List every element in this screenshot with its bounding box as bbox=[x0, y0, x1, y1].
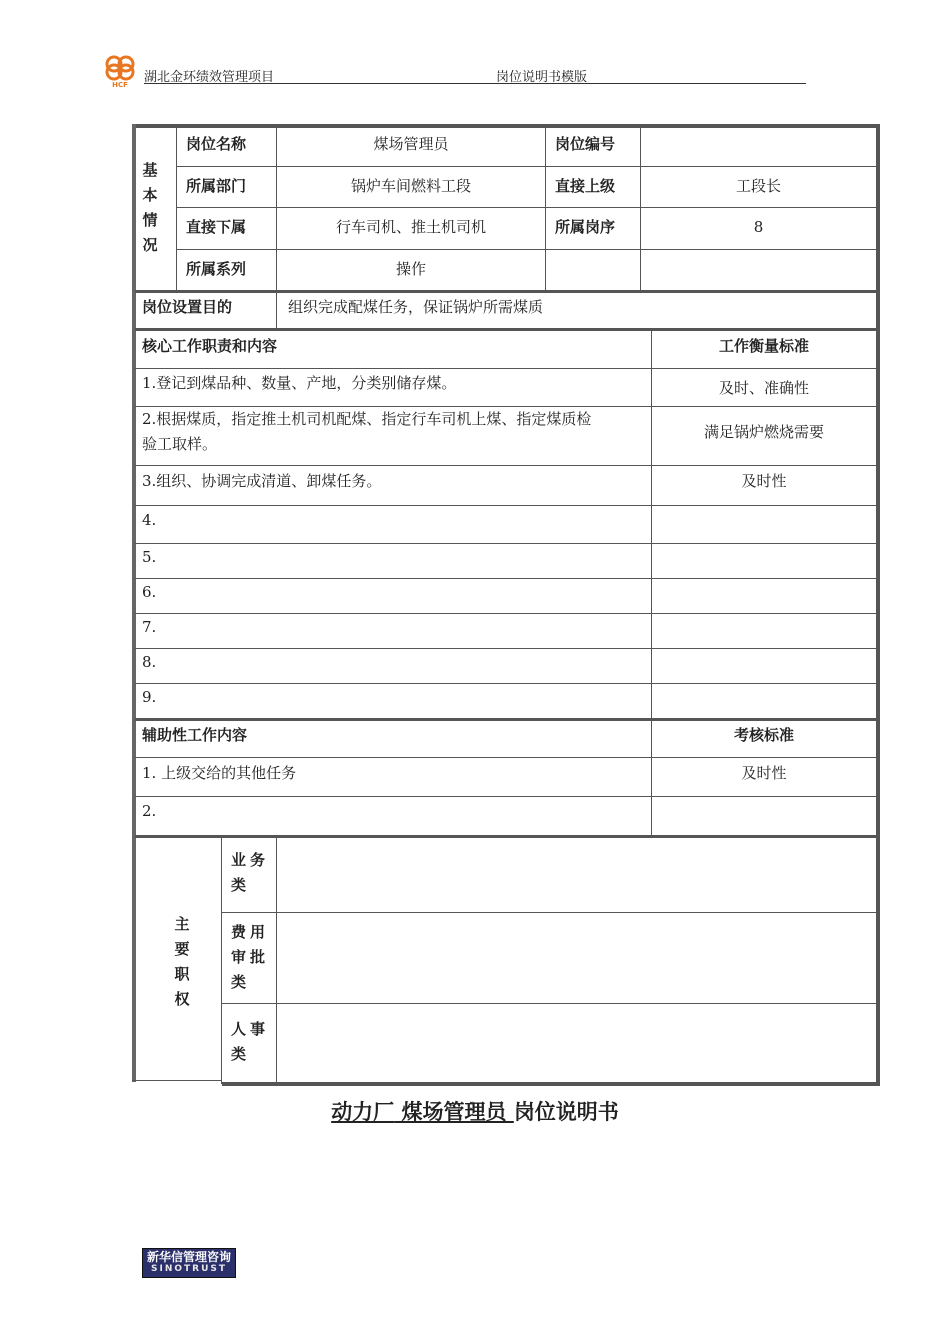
position-code-label: 岗位编号 bbox=[555, 135, 616, 153]
auxiliary-row-2-text: 2. bbox=[142, 802, 157, 820]
grid-line bbox=[222, 1003, 876, 1004]
grid-line bbox=[176, 207, 876, 208]
department-value: 锅炉车间燃料工段 bbox=[350, 177, 471, 195]
grid-line bbox=[132, 1080, 222, 1081]
document-title bbox=[0, 1096, 950, 1126]
core-row-3-standard: 及时性 bbox=[741, 472, 787, 490]
authority-category-expense: 费用审批类 bbox=[231, 923, 270, 991]
core-row-2-text: 2.根据煤质，指定推土机司机配煤、指定行车司机上煤、指定煤质检 bbox=[142, 410, 592, 428]
grid-line bbox=[135, 368, 876, 369]
grid-line bbox=[222, 912, 876, 913]
grid-line bbox=[176, 166, 876, 167]
grid-line bbox=[135, 835, 876, 838]
grid-line bbox=[135, 648, 876, 649]
header-company: 湖北金环绩效管理项目 bbox=[144, 70, 275, 85]
grid-line bbox=[135, 465, 876, 466]
core-row-3-text: 3.组织、协调完成清道、卸煤任务。 bbox=[142, 472, 382, 490]
auxiliary-row-1-standard: 及时性 bbox=[741, 764, 787, 782]
grid-line bbox=[135, 796, 876, 797]
grid-line bbox=[135, 613, 876, 614]
auxiliary-standard-header: 考核标准 bbox=[733, 726, 794, 744]
sinotrust-logo bbox=[142, 1248, 236, 1278]
superior-label: 直接上级 bbox=[555, 177, 616, 195]
title-position: 煤场管理员 bbox=[401, 1100, 507, 1124]
grid-line bbox=[135, 328, 876, 331]
auxiliary-row-1-text: 1. 上级交给的其他任务 bbox=[142, 764, 297, 782]
header-rule bbox=[144, 83, 806, 84]
title-factory: 动力厂 bbox=[331, 1100, 395, 1124]
grid-line bbox=[176, 127, 177, 292]
auxiliary-header: 辅助性工作内容 bbox=[142, 726, 248, 744]
authority-category-personnel: 人事类 bbox=[231, 1020, 270, 1063]
basic-section-label: 基本情况 bbox=[142, 161, 158, 254]
grid-line bbox=[640, 127, 641, 292]
table-border-right bbox=[876, 124, 880, 1086]
footer-logo-text: 新华信管理咨询 bbox=[146, 1250, 231, 1264]
page-header bbox=[100, 52, 806, 86]
footer-logo-brand: SINOTRUST bbox=[150, 1264, 227, 1274]
grid-line bbox=[135, 578, 876, 579]
purpose-label: 岗位设置目的 bbox=[142, 298, 233, 316]
core-standard-header: 工作衡量标准 bbox=[718, 337, 809, 355]
grid-line bbox=[276, 838, 277, 1084]
core-header: 核心工作职责和内容 bbox=[142, 337, 278, 355]
sequence-value: 8 bbox=[753, 218, 764, 236]
subordinates-label: 直接下属 bbox=[186, 218, 247, 236]
core-row-2-standard: 满足锅炉燃烧需要 bbox=[703, 423, 824, 441]
grid-line bbox=[135, 505, 876, 506]
core-row-1-text: 1.登记到煤品种、数量、产地，分类别储存煤。 bbox=[142, 374, 457, 392]
position-name-value: 煤场管理员 bbox=[373, 135, 449, 153]
department-label: 所属部门 bbox=[186, 177, 247, 195]
grid-line bbox=[135, 406, 876, 407]
logo-text: HCF bbox=[112, 81, 128, 88]
grid-line bbox=[176, 249, 876, 250]
grid-line bbox=[135, 290, 876, 293]
grid-line bbox=[135, 683, 876, 684]
grid-line bbox=[135, 718, 876, 721]
authority-category-business: 业务类 bbox=[231, 851, 270, 894]
grid-line bbox=[545, 127, 546, 292]
purpose-text: 组织完成配煤任务，保证锅炉所需煤质 bbox=[288, 298, 544, 316]
table-border-bottom bbox=[222, 1082, 880, 1086]
table-border-left bbox=[132, 124, 136, 1082]
table-border-top bbox=[132, 124, 880, 128]
superior-value: 工段长 bbox=[735, 177, 781, 195]
core-row-2-text-cont: 验工取样。 bbox=[142, 435, 218, 453]
title-doc: 岗位说明书 bbox=[513, 1100, 619, 1124]
core-row-9-text: 9. bbox=[142, 688, 157, 706]
grid-line bbox=[221, 838, 222, 1084]
core-row-6-text: 6. bbox=[142, 583, 157, 601]
grid-line bbox=[135, 543, 876, 544]
core-row-7-text: 7. bbox=[142, 618, 157, 636]
header-doc-type: 岗位说明书模版 bbox=[496, 70, 588, 85]
core-row-8-text: 8. bbox=[142, 653, 157, 671]
core-row-5-text: 5. bbox=[142, 548, 157, 566]
core-row-4-text: 4. bbox=[142, 511, 157, 529]
series-label: 所属系列 bbox=[186, 260, 247, 278]
subordinates-value: 行车司机、推土机司机 bbox=[335, 218, 486, 236]
authority-label: 主要职权 bbox=[174, 915, 190, 1008]
sequence-label: 所属岗序 bbox=[555, 218, 616, 236]
series-value: 操作 bbox=[395, 260, 426, 278]
position-name-label: 岗位名称 bbox=[186, 135, 247, 153]
grid-line bbox=[135, 757, 876, 758]
core-row-1-standard: 及时、准确性 bbox=[718, 379, 809, 397]
hcf-logo bbox=[100, 52, 140, 88]
